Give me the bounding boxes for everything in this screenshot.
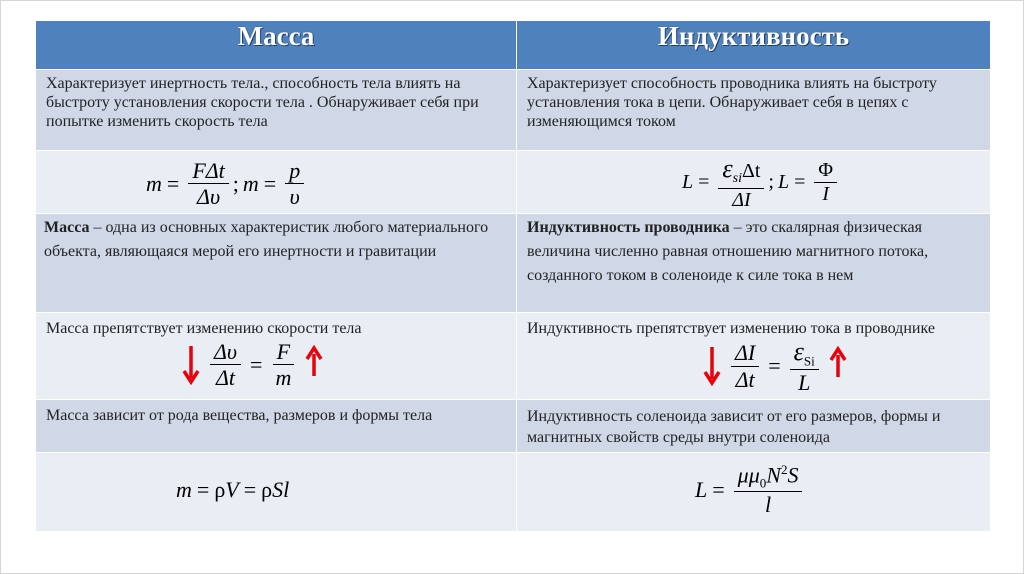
- header-inductance: [517, 21, 991, 70]
- inductance-opposition-text: Индуктивность препятствует изменению тока в проводнике: [527, 320, 935, 337]
- cell-solenoid-formula: [517, 453, 991, 532]
- solenoid-inductance-formula: [517, 453, 990, 516]
- header-mass-label: Масса: [237, 21, 315, 51]
- formula-separator: ;: [768, 171, 774, 194]
- fraction-numerator: ΔI: [731, 341, 759, 366]
- formula-symbol: m: [146, 170, 162, 196]
- definition-body: – одна из основных характеристик любого материального объекта, являющаяся мерой его инертности и гравитации: [44, 219, 489, 260]
- mass-formula: [36, 151, 516, 208]
- comparison-table: [35, 20, 991, 532]
- inductance-opposition-formula: [517, 338, 990, 394]
- arrow-down-icon: [703, 345, 721, 387]
- cell-mass-definition: [36, 214, 517, 313]
- formula-fraction: [814, 160, 837, 205]
- formula-operator: =: [263, 170, 277, 196]
- formula-symbol: Sl: [272, 477, 290, 502]
- density-symbol: ρ: [261, 477, 273, 502]
- formula-operator: =: [768, 353, 781, 379]
- inductance-characteristic-text: Характеризует способность проводника влиять на быстроту установления тока в цепи. Обнаруживает себя в цепях с изменяющимся током: [527, 75, 937, 130]
- fraction-denominator: υ: [289, 184, 300, 210]
- emf-symbol: ε: [793, 337, 804, 366]
- inductance-dependence-text: Индуктивность соленоида зависит от его размеров, формы и магнитных свойств среды внутри соленоида: [527, 408, 941, 446]
- header-mass: [36, 21, 517, 70]
- arrow-down-icon: [182, 344, 200, 386]
- formula-fraction: [210, 340, 241, 389]
- formula-symbol: L: [777, 171, 790, 194]
- definition-term: Индуктивность проводника: [527, 219, 730, 236]
- formula-symbol: L: [695, 476, 708, 502]
- cell-mass-formula: [36, 151, 517, 214]
- mass-definition-text: [36, 214, 516, 264]
- fraction-denominator: I: [822, 183, 830, 206]
- formula-operator: =: [166, 170, 180, 196]
- formula-superscript: 2: [780, 462, 788, 477]
- inductance-formula: [517, 151, 990, 211]
- table-row: [36, 214, 991, 313]
- fraction-numerator: [790, 338, 819, 370]
- cell-inductance-opposition: [517, 313, 991, 400]
- fraction-denominator: ΔI: [732, 188, 751, 211]
- formula-fraction: [731, 341, 759, 390]
- formula-operator: =: [794, 171, 806, 194]
- formula-symbol: V: [225, 477, 239, 502]
- header-row: [36, 21, 991, 70]
- fraction-numerator: FΔt: [188, 159, 228, 184]
- fraction-denominator: Δυ: [197, 184, 221, 210]
- formula-term: Δt: [742, 160, 761, 182]
- cell-mass-characteristic: [36, 70, 517, 151]
- fraction-numerator: F: [273, 340, 294, 365]
- cell-mass-density-formula: [36, 453, 517, 532]
- formula-subscript: si: [732, 171, 742, 186]
- fraction-numerator: p: [285, 159, 304, 184]
- arrow-up-icon: [305, 344, 323, 386]
- table-row: [36, 453, 991, 532]
- formula-fraction: [734, 463, 803, 516]
- cell-inductance-definition: [517, 214, 991, 313]
- formula-symbol: m: [176, 477, 192, 502]
- fraction-numerator: [718, 155, 764, 189]
- fraction-numerator: Φ: [814, 160, 837, 183]
- fraction-numerator: Δυ: [210, 340, 241, 365]
- arrow-up-icon: [829, 345, 847, 387]
- formula-fraction: [718, 155, 764, 211]
- formula-operator: =: [196, 477, 210, 502]
- table-row: [36, 400, 991, 453]
- formula-operator: =: [712, 476, 725, 502]
- formula-operator: =: [698, 171, 710, 194]
- density-symbol: ρ: [214, 477, 226, 502]
- mass-opposition-formula: [36, 338, 516, 389]
- formula-fraction: [188, 159, 228, 208]
- fraction-denominator: m: [275, 365, 292, 391]
- inductance-definition-text: [517, 214, 990, 288]
- table-row: [36, 70, 991, 151]
- fraction-denominator: l: [765, 492, 772, 518]
- formula-operator: =: [243, 477, 257, 502]
- cell-inductance-characteristic: [517, 70, 991, 151]
- fraction-numerator: [734, 463, 803, 492]
- formula-operator: =: [250, 351, 263, 377]
- table-row: [36, 313, 991, 400]
- formula-separator: ;: [232, 170, 239, 196]
- formula-symbol: N: [766, 462, 781, 488]
- definition-body: – это скалярная физическая величина численно равная отношению магнитного потока, созданного током в соленоиде к силе тока в нем: [527, 219, 929, 284]
- cell-mass-dependence: [36, 400, 517, 453]
- formula-fraction: [285, 159, 304, 208]
- formula-symbol: S: [787, 462, 799, 488]
- formula-fraction: [271, 340, 295, 389]
- table-row: [36, 151, 991, 214]
- mass-dependence-text: Масса зависит от рода вещества, размеров и формы тела: [46, 407, 433, 424]
- fraction-denominator: Δt: [735, 366, 755, 392]
- formula-subscript: 0: [759, 475, 767, 491]
- fraction-denominator: Δt: [215, 365, 236, 391]
- formula-symbol: m: [242, 170, 259, 196]
- formula-fraction: [790, 338, 819, 394]
- mass-opposition-text: Масса препятствует изменению скорости тела: [46, 320, 362, 337]
- cell-inductance-dependence: [517, 400, 991, 453]
- header-inductance-label: Индуктивность: [657, 21, 850, 51]
- definition-term: Масса: [44, 219, 90, 236]
- formula-subscript: Si: [803, 353, 815, 369]
- formula-symbol: L: [682, 171, 694, 194]
- emf-symbol: ε: [722, 154, 733, 183]
- cell-inductance-formula: [517, 151, 991, 214]
- mass-density-formula: [36, 453, 516, 503]
- fraction-denominator: L: [798, 370, 811, 396]
- mass-characteristic-text: Характеризует инертность тела., способность тела влиять на быстроту установления скорости тела . Обнаруживает себя при попытке изменить скорость тела: [46, 75, 479, 130]
- cell-mass-opposition: [36, 313, 517, 400]
- permeability-symbol: μμ: [737, 462, 760, 488]
